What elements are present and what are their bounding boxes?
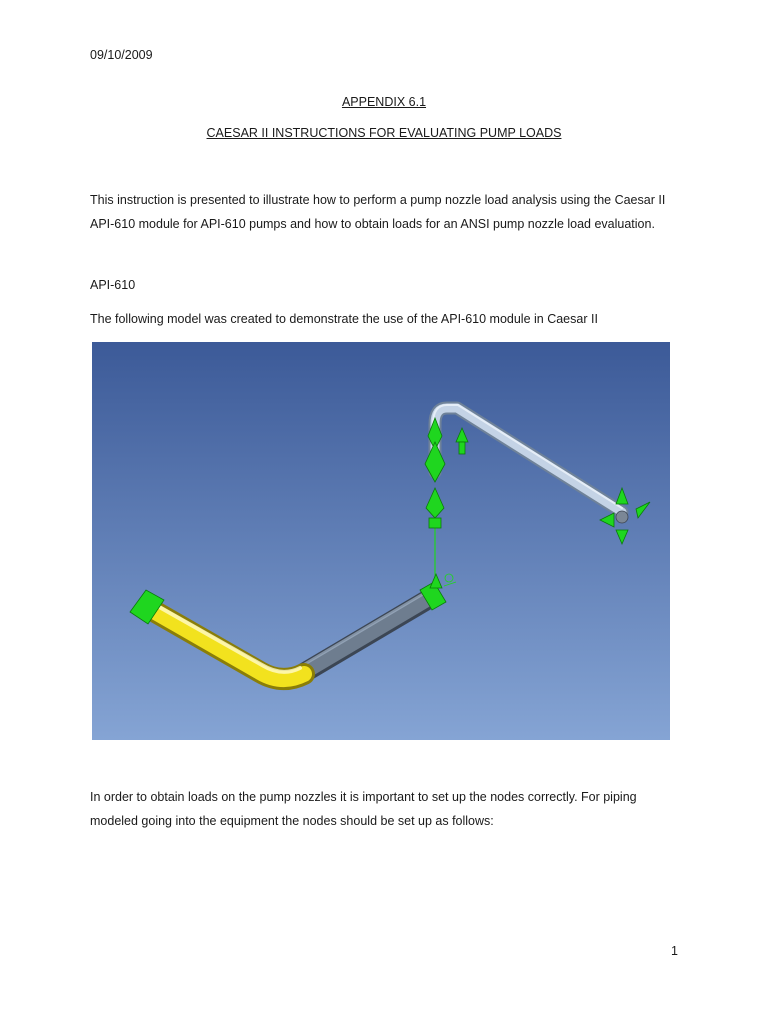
document-date: 09/10/2009 [90,48,153,62]
appendix-title: APPENDIX 6.1 [341,95,427,109]
model-background [92,342,670,740]
section-heading: API-610 [90,278,136,292]
body-paragraph [90,785,690,833]
piping-model-figure [92,342,670,740]
intro-line-1: This instruction is presented to illustrate how to perform a pump nozzle load analysis using the Caesar II [90,193,666,207]
body-line-2: modeled going into the equipment the nodes should be set up as follows: [90,814,494,828]
intro-paragraph [90,188,690,236]
body-line-1: In order to obtain loads on the pump nozzles it is important to set up the nodes correctly. For piping [90,790,637,804]
document-heading: CAESAR II INSTRUCTIONS FOR EVALUATING PUMP LOADS [206,126,562,140]
piping-model-image [92,342,670,740]
figure-caption: The following model was created to demonstrate the use of the API-610 module in Caesar II [90,312,598,326]
intro-line-2: API-610 module for API-610 pumps and how to obtain loads for an ANSI pump nozzle load evaluation. [90,217,655,231]
page-number: 1 [671,944,678,958]
